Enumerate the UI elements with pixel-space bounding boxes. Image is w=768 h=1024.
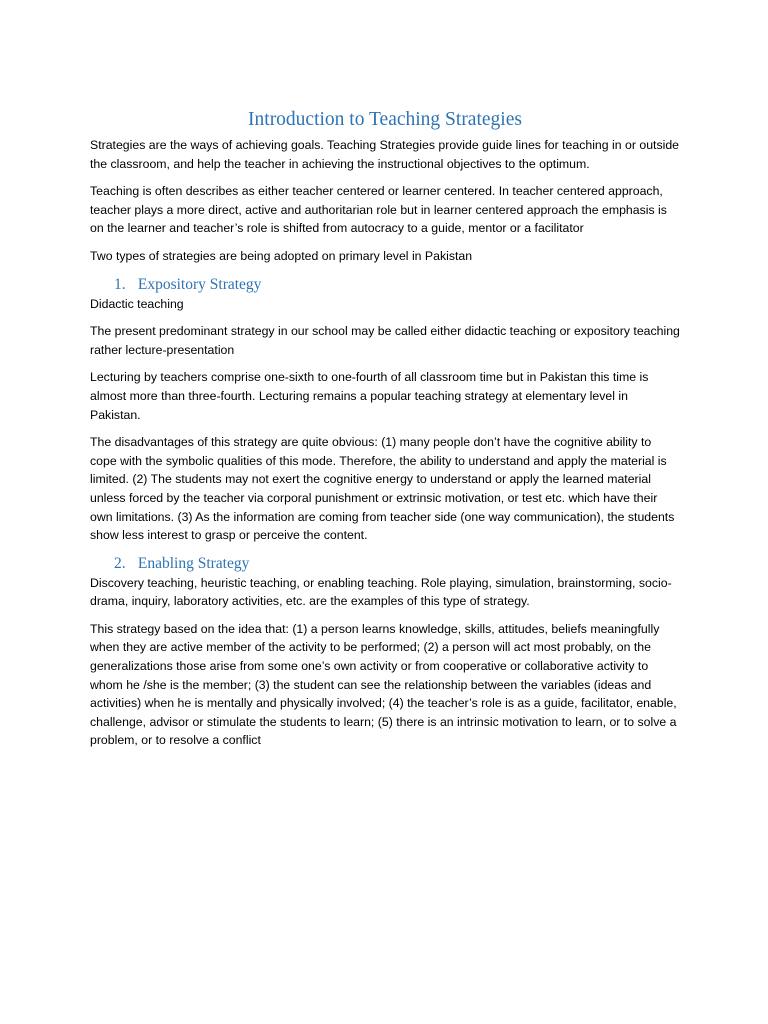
section-number: 1. xyxy=(114,275,126,293)
document-title: Introduction to Teaching Strategies xyxy=(248,109,522,130)
intro-paragraph: Two types of strategies are being adopted on primary level in Pakistan xyxy=(90,248,473,263)
section-heading-enabling xyxy=(90,554,680,574)
section-title: Expository Strategy xyxy=(137,275,262,293)
section-paragraph: The present predominant strategy in our school may be called either didactic teaching or expository teaching rather lecture-presentation xyxy=(90,324,680,357)
intro-paragraph: Teaching is often describes as either teacher centered or learner centered. In teacher centered approach, teacher plays a more direct, active and authoritarian role but in learner centered approach the emphasis is on the learner and teacher’s role is shifted from autocracy to a guide, mentor or a facilitator xyxy=(90,184,667,236)
section-number: 2. xyxy=(114,554,126,572)
intro-paragraph: Strategies are the ways of achieving goals. Teaching Strategies provide guide lines for teaching in or outside the classroom, and help the teacher in achieving the instructional objectives to the optimum. xyxy=(90,138,680,171)
section-paragraph: Discovery teaching, heuristic teaching, or enabling teaching. Role playing, simulation, brainstorming, socio-drama, inquiry, laboratory activities, etc. are the examples of this type of strategy. xyxy=(90,575,672,609)
section-heading-expository xyxy=(90,275,680,295)
section-paragraph: The disadvantages of this strategy are quite obvious: (1) many people don’t have the cognitive ability to cope with the symbolic qualities of this mode. Therefore, the ability to understand and apply the material is limited. (2) The students may not exert the cognitive energy to understand or apply the learned material unless forced by the teacher via corporal punishment or extrinsic motivation, or test etc. which have their own limitations. (3) As the information are coming from teacher side (one way communication), the students show less interest to grasp or perceive the content. xyxy=(90,435,675,543)
section-paragraph: This strategy based on the idea that: (1) a person learns knowledge, skills, attitudes, beliefs meaningfully when they are active member of the activity to be performed; (2) a person will act most probably, on the generalizations those arise from some one’s own activity or from cooperative or collaborative activity to whom he /she is the member; (3) the student can see the relationship between the variables (ideas and activities) when he is mentally and physically involved; (4) the teacher’s role is as a guide, facilitator, enable, challenge, advisor or stimulate the students to learn; (5) there is an intrinsic motivation to learn, or to solve a problem, or to resolve a conflict xyxy=(90,621,677,748)
section-subheading: Didactic teaching xyxy=(90,296,184,311)
section-title: Enabling Strategy xyxy=(137,554,250,572)
document-body xyxy=(90,108,680,759)
section-paragraph: Lecturing by teachers comprise one-sixth to one-fourth of all classroom time but in Pakistan this time is almost more than three-fourth. Lecturing remains a popular teaching strategy at elementary level in Pakistan. xyxy=(90,370,649,422)
